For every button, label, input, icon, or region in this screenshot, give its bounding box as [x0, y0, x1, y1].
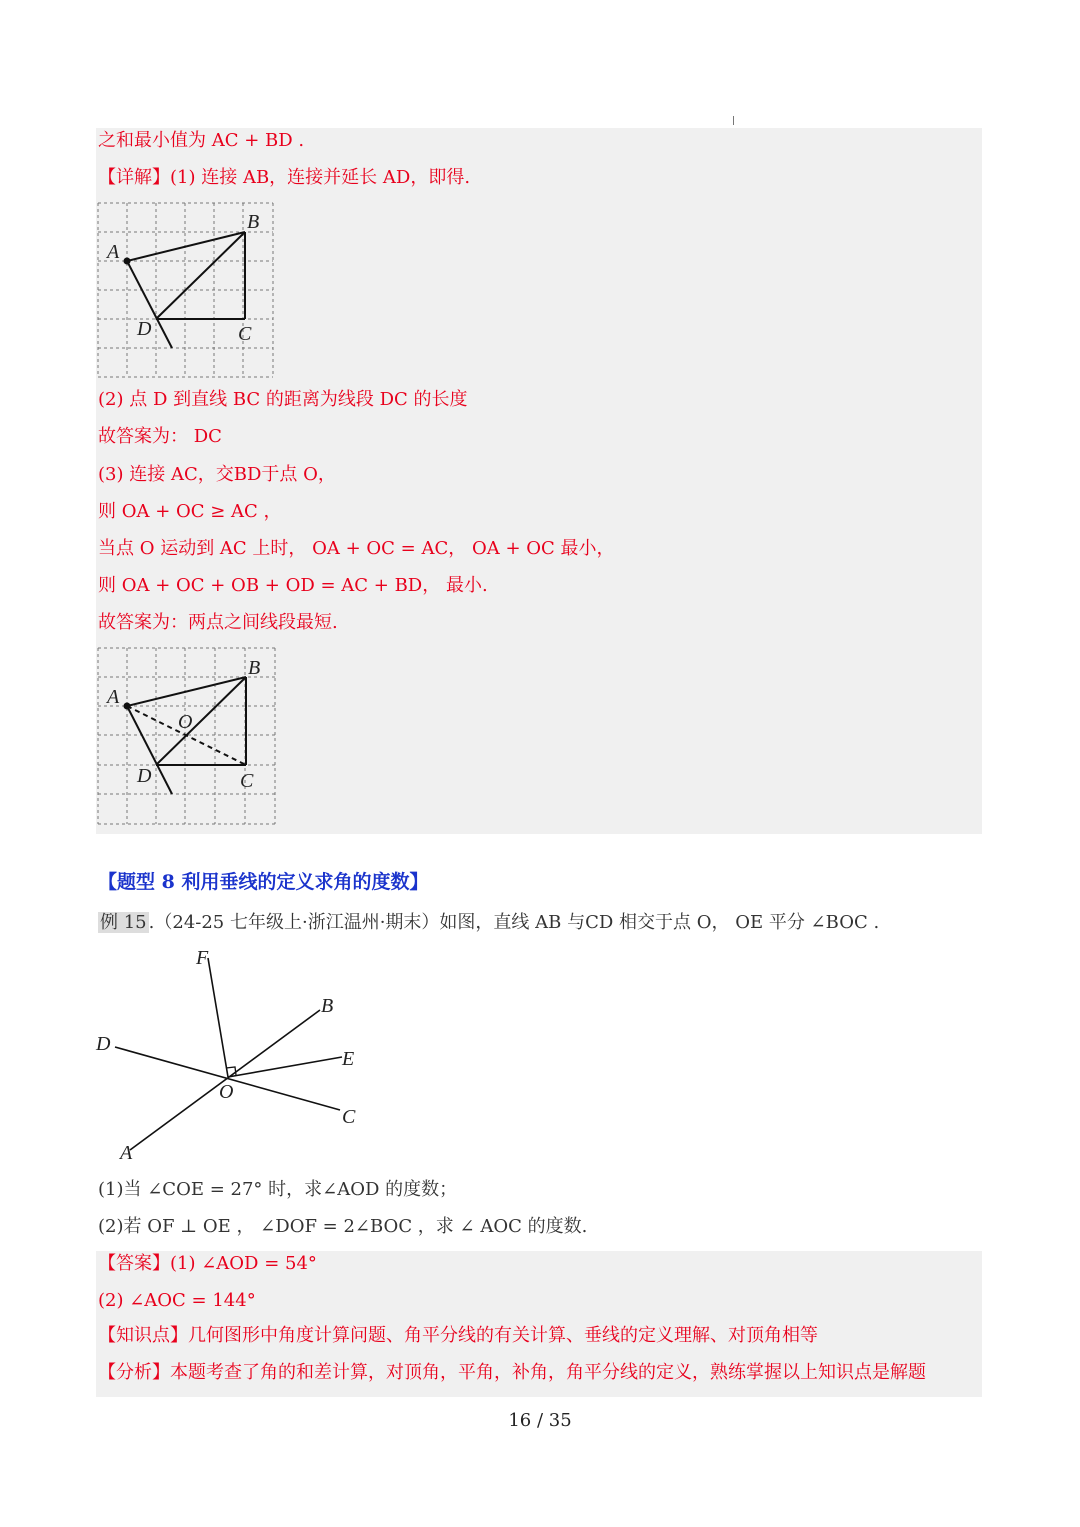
solution-detail-heading: 【详解】(1) 连接 AB，连接并延长 AD，即得. — [98, 167, 471, 188]
solution-line-2: (2) 点 D 到直线 BC 的距离为线段 DC 的长度 — [98, 389, 468, 410]
label-c: C — [238, 323, 252, 345]
solution-line-4: (3) 连接 AC，交BD于点 O， — [98, 464, 336, 485]
solution-line-5: 则 OA + OC ≥ AC ， — [98, 501, 282, 522]
label-o: O — [178, 711, 193, 733]
example-text: .（24-25 七年级上·浙江温州·期末）如图，直线 AB 与CD 相交于点 O， OE 平分 ∠BOC . — [148, 912, 880, 933]
solution-line-8: 故答案为：两点之间线段最短. — [98, 612, 338, 633]
label-a: A — [120, 1142, 133, 1164]
ray-of — [208, 958, 228, 1077]
label-b: B — [321, 995, 334, 1017]
section-title: 【题型 8 利用垂线的定义求角的度数】 — [98, 871, 429, 893]
segment-ab — [127, 232, 245, 261]
page-number: 16 / 35 — [508, 1410, 572, 1431]
figure-1-grid — [97, 202, 277, 378]
figure-2-grid — [97, 647, 277, 825]
label-o: O — [219, 1081, 234, 1103]
solution-line-3: 故答案为： DC — [98, 426, 222, 447]
label-f: F — [196, 947, 209, 969]
figure-3-lines — [90, 940, 390, 1170]
example-label: 例 15 — [100, 912, 147, 933]
label-b: B — [247, 211, 260, 233]
label-e: E — [342, 1048, 355, 1070]
analysis: 【分析】本题考查了角的和差计算，对顶角，平角，补角，角平分线的定义，熟练掌握以上知识点是解题 — [98, 1362, 926, 1383]
example-statement — [98, 911, 879, 935]
question-1: (1)当 ∠COE = 27° 时，求∠AOD 的度数； — [98, 1179, 458, 1200]
header-mark — [733, 116, 734, 125]
point-a — [124, 258, 131, 265]
label-a: A — [107, 686, 120, 708]
line-ab — [130, 1010, 320, 1150]
solution-line-7: 则 OA + OC + OB + OD = AC + BD， 最小. — [98, 575, 488, 596]
ray-oe — [228, 1057, 342, 1077]
label-a: A — [107, 241, 120, 263]
solution-line-6: 当点 O 运动到 AC 上时， OA + OC = AC， OA + OC 最小， — [98, 538, 615, 559]
label-d: D — [96, 1033, 111, 1055]
label-d: D — [137, 765, 152, 787]
question-2: (2)若 OF ⊥ OE ， ∠DOF = 2∠BOC ，求 ∠ AOC 的度数. — [98, 1216, 588, 1237]
knowledge-points: 【知识点】几何图形中角度计算问题、角平分线的有关计算、垂线的定义理解、对顶角相等 — [98, 1325, 818, 1346]
label-b: B — [248, 657, 261, 679]
answer-1: 【答案】(1) ∠AOD = 54° — [98, 1253, 317, 1274]
segment-db — [156, 232, 245, 319]
solution-line-1: 之和最小值为 AC + BD . — [98, 130, 305, 151]
label-c: C — [240, 770, 254, 792]
label-c: C — [342, 1106, 356, 1128]
answer-2: (2) ∠AOC = 144° — [98, 1290, 256, 1311]
label-d: D — [137, 318, 152, 340]
